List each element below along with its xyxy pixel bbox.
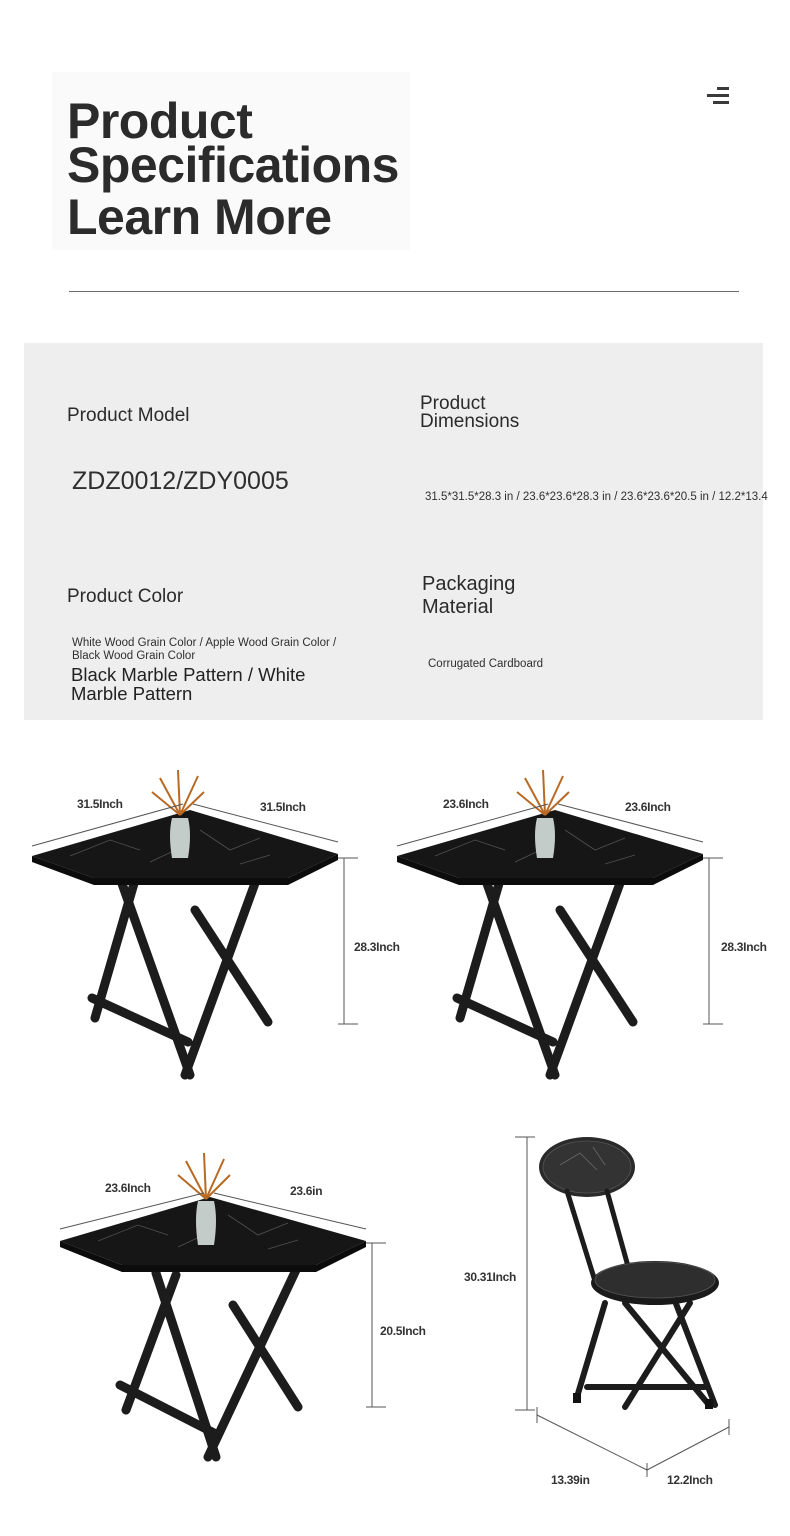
table-3-left-dim: 23.6Inch bbox=[105, 1181, 151, 1195]
title-line-2: Specifications bbox=[67, 137, 399, 193]
packaging-label: Packaging Material bbox=[422, 573, 516, 618]
chair-height-dim: 30.31Inch bbox=[464, 1270, 516, 1284]
table-2-figure bbox=[365, 730, 760, 1100]
chair-width-dim: 12.2Inch bbox=[667, 1473, 713, 1487]
table-3-right-dim: 23.6in bbox=[290, 1184, 323, 1198]
product-model-label: Product Model bbox=[67, 405, 190, 426]
chair-figure bbox=[505, 1125, 765, 1495]
product-dimensions-value: 31.5*31.5*28.3 in / 23.6*23.6*28.3 in / 23.6*23.6*20.5 in / 12.2*13.4 bbox=[425, 491, 768, 503]
packaging-value: Corrugated Cardboard bbox=[428, 658, 544, 670]
table-1-height-dim: 28.3Inch bbox=[354, 940, 400, 954]
title-line-1: Product bbox=[67, 93, 253, 149]
table-3-figure bbox=[28, 1115, 398, 1475]
table-1-drawing bbox=[32, 770, 358, 1075]
product-color-small: White Wood Grain Color / Apple Wood Grain Color / Black Wood Grain Color bbox=[72, 637, 337, 662]
product-model-value: ZDZ0012/ZDY0005 bbox=[72, 467, 289, 495]
title-line-3: Learn More bbox=[67, 189, 332, 245]
table-2-height-dim: 28.3Inch bbox=[721, 940, 767, 954]
header-divider bbox=[69, 291, 739, 292]
table-2-left-dim: 23.6Inch bbox=[443, 797, 489, 811]
product-color-large: Black Marble Pattern / White Marble Pattern bbox=[71, 664, 306, 704]
table-3-height-dim: 20.5Inch bbox=[380, 1324, 426, 1338]
menu-icon[interactable] bbox=[707, 87, 729, 107]
product-color-label: Product Color bbox=[67, 586, 184, 607]
product-dimensions-label: Product Dimensions bbox=[420, 393, 520, 433]
chair-depth-dim: 13.39in bbox=[551, 1473, 590, 1487]
table-2-right-dim: 23.6Inch bbox=[625, 800, 671, 814]
table-1-left-dim: 31.5Inch bbox=[77, 797, 123, 811]
table-1-right-dim: 31.5Inch bbox=[260, 800, 306, 814]
table-1-figure bbox=[0, 730, 395, 1100]
